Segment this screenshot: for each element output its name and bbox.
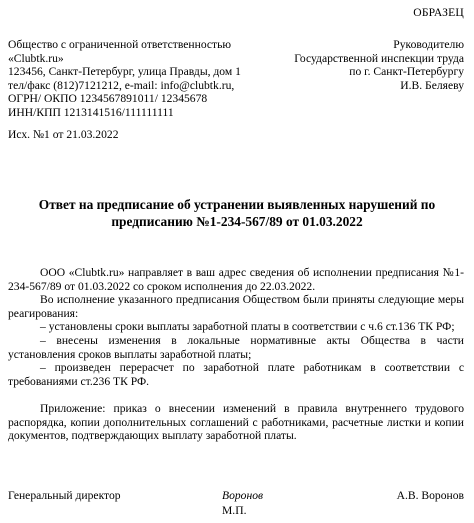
sender-block [8,38,268,120]
document-title [8,196,466,230]
recipient-line: по г. Санкт-Петербургу [349,65,464,79]
measure-item: – внесены изменения в локальные нормативные акты Общества в части установления сроков выплаты заработной платы; [8,333,464,361]
recipient-block [294,38,464,92]
signature-block [8,489,464,519]
recipient-line: Государственной инспекции труда [294,51,464,65]
body-paragraph: Во исполнение указанного предписания Обществом были приняты следующие меры реагирования: [8,293,464,320]
handwritten-signature: Воронов [222,489,264,502]
spacer [8,388,464,402]
sender-line: «Clubtk.ru» [8,51,64,65]
sender-line: ОГРН/ ОКПО 1234567891011/ 12345678 [8,92,208,106]
outgoing-reference: Исх. №1 от 21.03.2022 [8,128,119,141]
title-line: Ответ на предписание об устранении выявленных нарушений по [38,197,436,212]
measure-item: – произведен перерасчет по заработной плате работникам в соответствии с требованиями ст.236 ТК РФ. [8,361,464,388]
sender-line: ИНН/КПП 1213141516/111111111 [8,105,174,119]
body-paragraph: ООО «Clubtk.ru» направляет в ваш адрес сведения об исполнении предписания №1-234-567/89 от 01.03.2022 со сроком исполнения до 22.03.2022. [8,266,464,293]
title-line: предписанию №1-234-567/89 от 01.03.2022 [111,214,363,229]
document-body [8,266,464,443]
sample-label: ОБРАЗЕЦ [413,6,464,19]
recipient-line: И.В. Беляеву [400,78,464,92]
stamp-place: М.П. [222,504,247,517]
sender-line: 123456, Санкт-Петербург, улица Правды, дом 1 [8,65,241,79]
signatory-name: А.В. Воронов [396,489,464,502]
recipient-line: Руководителю [393,38,464,51]
sender-line: Общество с ограниченной ответственностью [8,38,232,51]
appendix-paragraph: Приложение: приказ о внесении изменений в правила внутреннего трудового распорядка, копии дополнительных соглашений с работниками, расчетные листки и копии документов, подтверждающих выплату заработной платы. [8,401,464,443]
signatory-role: Генеральный директор [8,489,121,502]
sender-line: тел/факс (812)7121212, e-mail: info@clubtk.ru, [8,78,235,92]
measure-item: – установлены сроки выплаты заработной платы в соответствии с ч.6 ст.136 ТК РФ; [40,320,455,334]
